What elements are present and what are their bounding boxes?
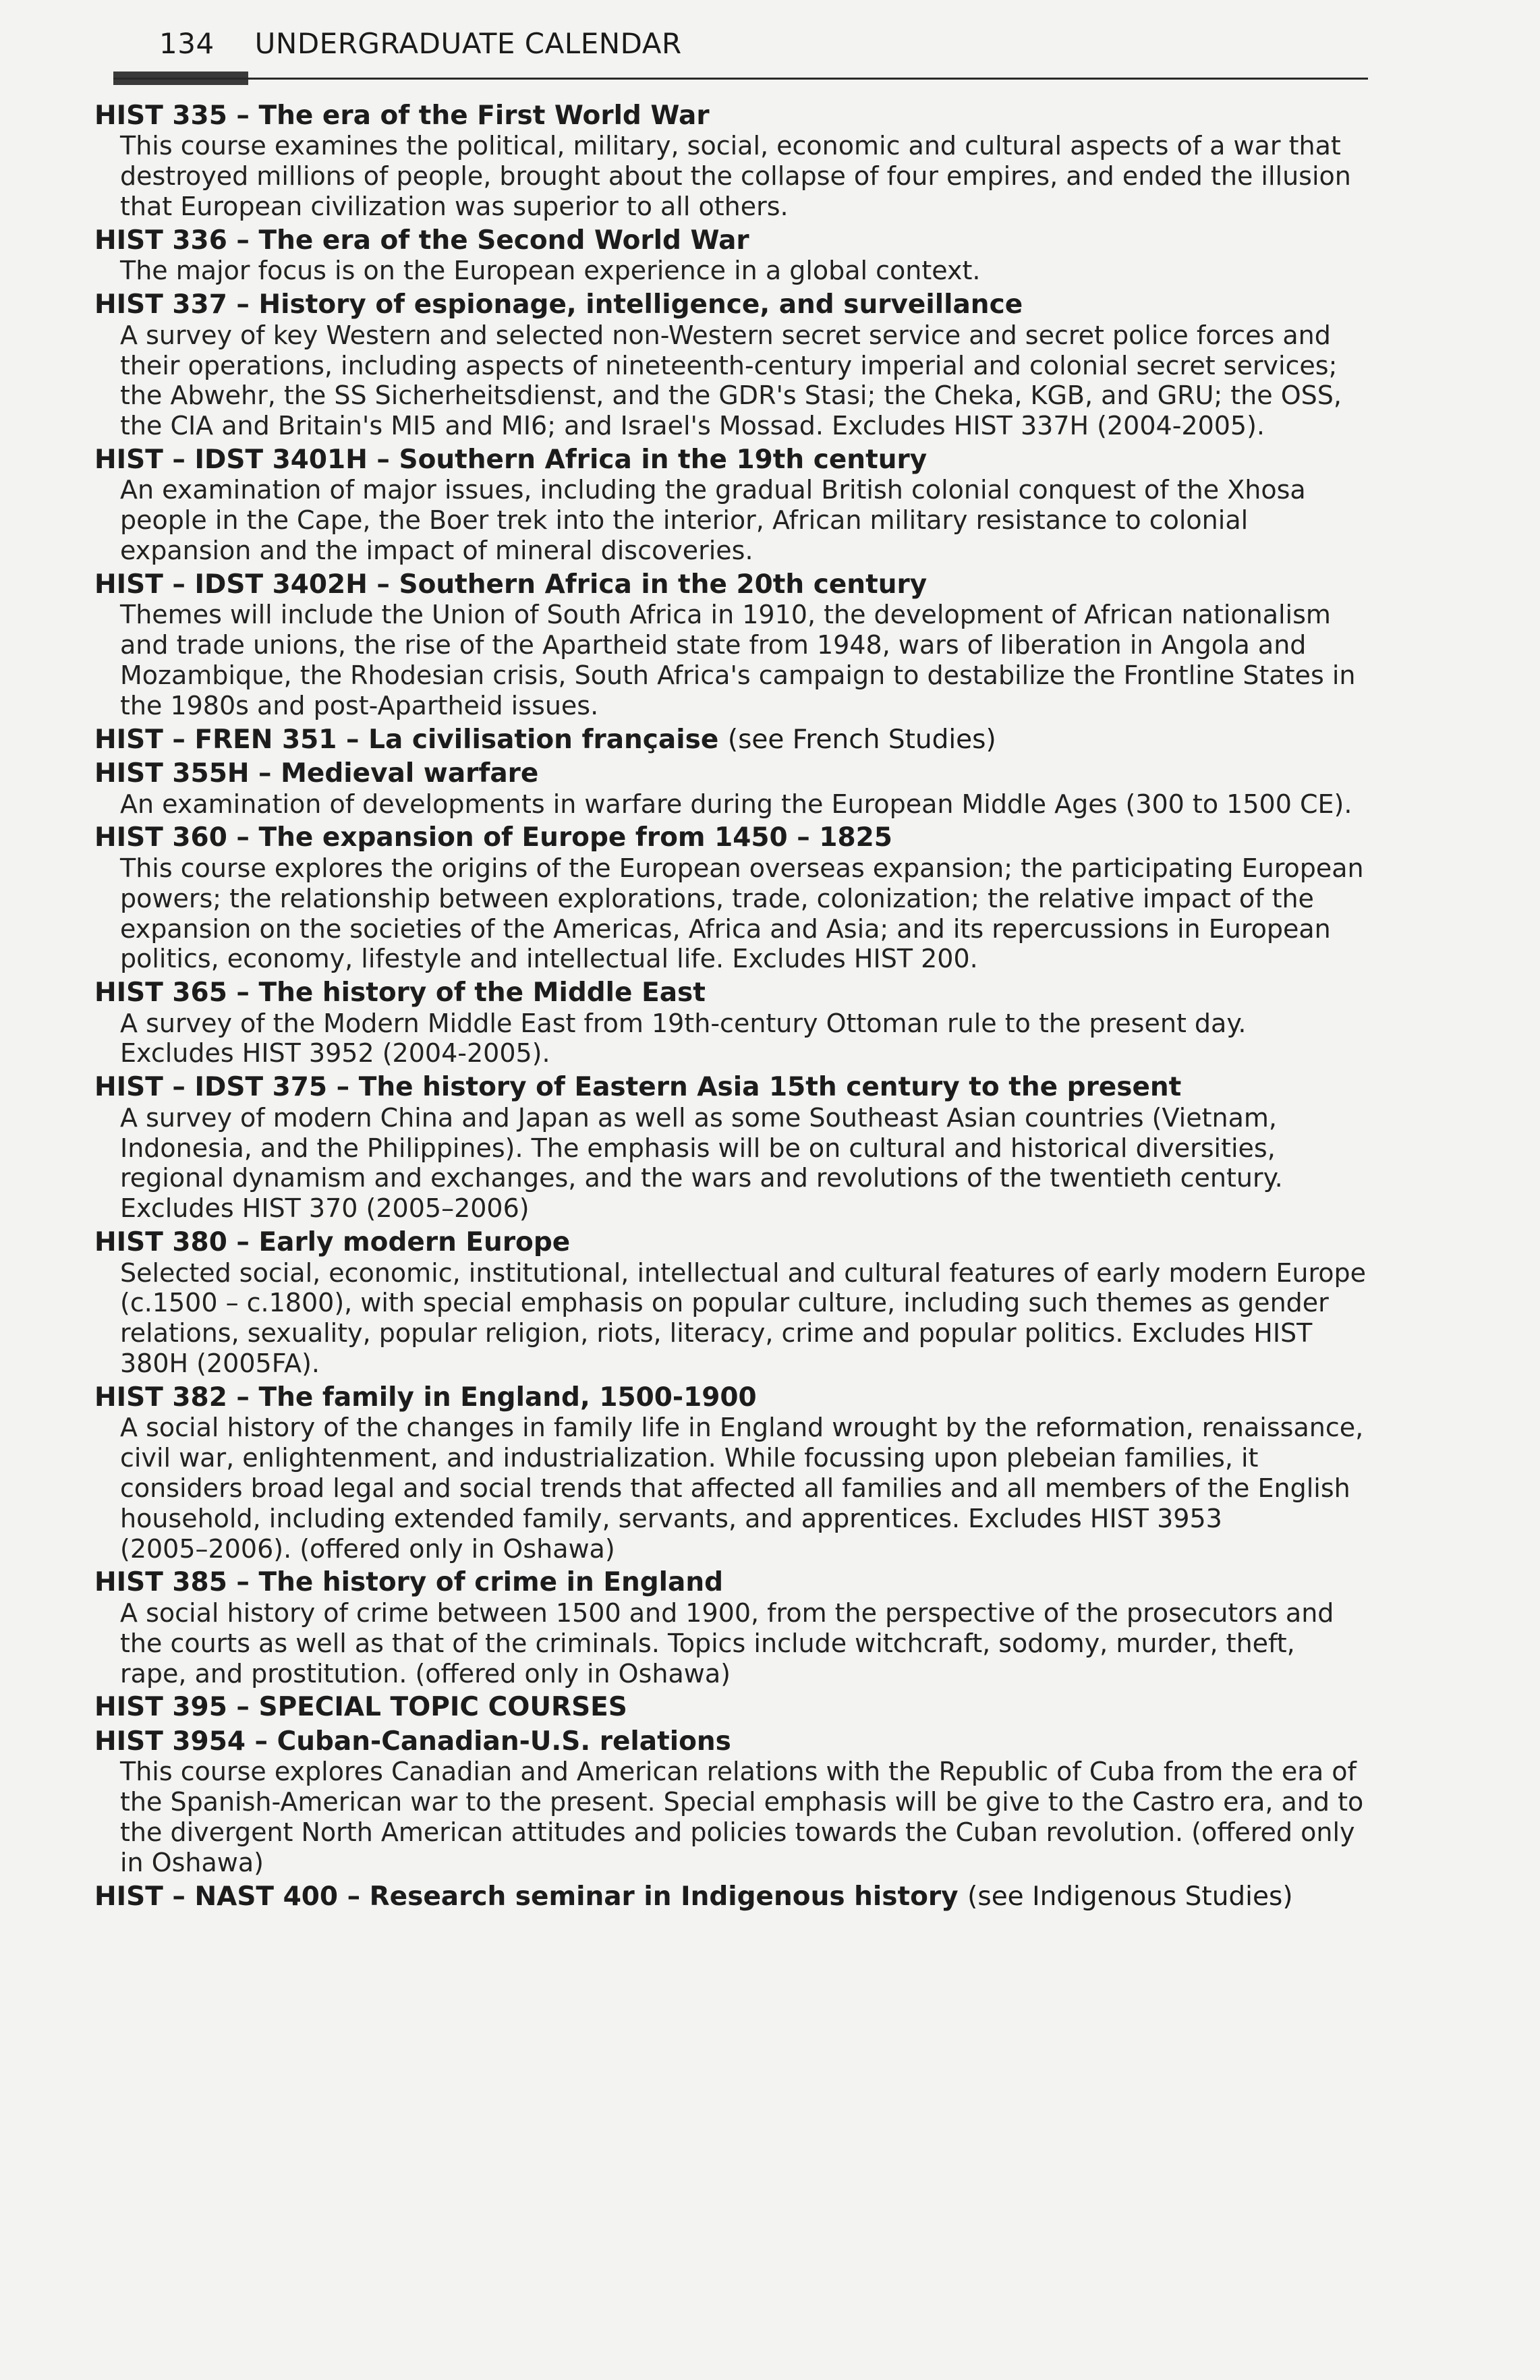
header-rule <box>113 78 1368 80</box>
course-title <box>94 1228 1363 1257</box>
course-description <box>94 789 1363 820</box>
description-line: the 1980s and post-Apartheid issues. <box>120 690 599 720</box>
description-line: their operations, including aspects of nineteenth-century imperial and colonial secret services; <box>120 350 1338 380</box>
course-title-text: HIST 380 – Early modern Europe <box>94 1227 571 1258</box>
running-title: UNDERGRADUATE CALENDAR <box>254 27 682 60</box>
course-description <box>94 256 1363 286</box>
course-title-text: HIST 355H – Medieval warfare <box>94 758 539 789</box>
description-line: The major focus is on the European experience in a global context. <box>120 256 981 286</box>
course-title <box>94 823 1363 853</box>
description-line: household, including extended family, servants, and apprentices. Excludes HIST 3953 <box>120 1503 1222 1533</box>
page-header <box>159 27 682 60</box>
course-title <box>94 1383 1363 1413</box>
course-title <box>94 759 1363 789</box>
course-description <box>94 1598 1363 1689</box>
course-description <box>94 1009 1363 1069</box>
description-line: Selected social, economic, institutional, intellectual and cultural features of early modern Europe <box>120 1257 1367 1288</box>
description-line: rape, and prostitution. (offered only in Oshawa) <box>120 1658 731 1689</box>
course-title <box>94 445 1363 475</box>
course-entry <box>94 101 1363 222</box>
description-line: regional dynamism and exchanges, and the wars and revolutions of the twentieth century. <box>120 1163 1283 1193</box>
course-title-text: HIST 336 – The era of the Second World War <box>94 225 749 256</box>
course-title-text: HIST 335 – The era of the First World War <box>94 101 710 131</box>
course-description <box>94 1257 1367 1379</box>
course-title-text: HIST 3954 – Cuban-Canadian-U.S. relations <box>94 1726 731 1757</box>
course-entry <box>94 725 1363 755</box>
course-entry <box>94 823 1363 974</box>
description-line: the Abwehr, the SS Sicherheitsdienst, and the GDR's Stasi; the Cheka, KGB, and GRU; the OSS, <box>120 380 1342 411</box>
course-title <box>94 725 1363 755</box>
course-title-text: HIST 385 – The history of crime in England <box>94 1567 724 1598</box>
course-title <box>94 1882 1363 1912</box>
description-line: Indonesia, and the Philippines). The emphasis will be on cultural and historical diversities, <box>120 1133 1276 1163</box>
description-line: Mozambique, the Rhodesian crisis, South Africa's campaign to destabilize the Frontline States in <box>120 660 1356 691</box>
course-title <box>94 226 1363 256</box>
description-line: expansion on the societies of the Americas, Africa and Asia; and its repercussions in European <box>120 913 1331 944</box>
description-line: destroyed millions of people, brought about the collapse of four empires, and ended the illusion <box>120 161 1351 192</box>
course-description <box>94 1103 1363 1224</box>
course-entry <box>94 759 1363 819</box>
description-line: and trade unions, the rise of the Apartheid state from 1948, wars of liberation in Angola and <box>120 630 1307 660</box>
course-entry <box>94 290 1363 441</box>
description-line: the divergent North American attitudes and policies towards the Cuban revolution. (offered only <box>120 1817 1355 1847</box>
course-description <box>94 1413 1363 1564</box>
description-line: the Spanish-American war to the present. Special emphasis will be give to the Castro era, and to <box>120 1787 1364 1817</box>
course-description <box>94 320 1363 441</box>
description-line: relations, sexuality, popular religion, riots, literacy, crime and popular politics. Excludes HIST <box>120 1318 1313 1349</box>
cross-reference: (see French Studies) <box>727 724 996 755</box>
description-line: A survey of key Western and selected non-Western secret service and secret police forces and <box>120 320 1331 350</box>
course-title <box>94 570 1363 600</box>
course-title <box>94 101 1363 131</box>
course-entry <box>94 1227 1367 1379</box>
course-title-text: HIST – IDST 3402H – Southern Africa in the 20th century <box>94 569 928 600</box>
course-description <box>94 131 1363 221</box>
course-entry <box>94 978 1363 1069</box>
description-line: (2005–2006). (offered only in Oshawa) <box>120 1533 615 1564</box>
course-entry <box>94 1727 1363 1878</box>
description-line: A survey of the Modern Middle East from 19th-century Ottoman rule to the present day. <box>120 1008 1247 1038</box>
description-line: considers broad legal and social trends that affected all families and all members of the English <box>120 1473 1350 1503</box>
course-description <box>94 600 1363 720</box>
course-title <box>94 1727 1363 1757</box>
course-list <box>94 101 1367 1916</box>
course-title-text: HIST 337 – History of espionage, intelligence, and surveillance <box>94 289 1023 320</box>
description-line: This course explores the origins of the European overseas expansion; the participating European <box>120 853 1364 883</box>
description-line: that European civilization was superior to all others. <box>120 192 789 222</box>
description-line: civil war, enlightenment, and industrialization. While focussing upon plebeian families, it <box>120 1443 1259 1473</box>
description-line: Excludes HIST 370 (2005–2006) <box>120 1193 530 1224</box>
description-line: Themes will include the Union of South Africa in 1910, the development of African nationalism <box>120 600 1331 630</box>
course-entry <box>94 226 1363 286</box>
course-title-text: HIST 360 – The expansion of Europe from 1450 – 1825 <box>94 822 892 853</box>
description-line: A social history of the changes in family life in England wrought by the reformation, renaissance, <box>120 1413 1364 1443</box>
description-line: This course explores Canadian and American relations with the Republic of Cuba from the era of <box>120 1757 1357 1787</box>
description-line: powers; the relationship between explorations, trade, colonization; the relative impact of the <box>120 883 1314 913</box>
description-line: politics, economy, lifestyle and intellectual life. Excludes HIST 200. <box>120 944 978 974</box>
course-title-text: HIST – NAST 400 – Research seminar in Indigenous history <box>94 1881 959 1912</box>
course-title-text: HIST – FREN 351 – La civilisation française <box>94 724 719 755</box>
course-entry <box>94 1073 1363 1224</box>
page-number: 134 <box>159 27 215 60</box>
course-title <box>94 1073 1363 1102</box>
course-description <box>94 475 1363 565</box>
description-line: This course examines the political, military, social, economic and cultural aspects of a war that <box>120 131 1341 161</box>
course-title <box>94 1693 1363 1722</box>
description-line: An examination of major issues, including the gradual British colonial conquest of the Xhosa <box>120 475 1306 505</box>
description-line: Excludes HIST 3952 (2004-2005). <box>120 1038 550 1069</box>
course-title <box>94 290 1363 320</box>
description-line: in Oshawa) <box>120 1847 264 1877</box>
course-entry <box>94 1693 1363 1722</box>
course-description <box>94 1757 1363 1877</box>
course-entry <box>94 1383 1363 1564</box>
description-line: people in the Cape, the Boer trek into the interior, African military resistance to colonial <box>120 505 1249 536</box>
course-entry <box>94 1568 1363 1689</box>
course-title-text: HIST – IDST 375 – The history of Eastern Asia 15th century to the present <box>94 1072 1182 1103</box>
course-title-text: HIST – IDST 3401H – Southern Africa in the 19th century <box>94 444 928 475</box>
cross-reference: (see Indigenous Studies) <box>967 1881 1293 1912</box>
description-line: the courts as well as that of the criminals. Topics include witchcraft, sodomy, murder, theft, <box>120 1628 1295 1658</box>
course-title <box>94 978 1363 1008</box>
course-entry <box>94 445 1363 566</box>
description-line: (c.1500 – c.1800), with special emphasis on popular culture, including such themes as gender <box>120 1288 1329 1318</box>
description-line: A social history of crime between 1500 and 1900, from the perspective of the prosecutors and <box>120 1597 1334 1628</box>
description-line: 380H (2005FA). <box>120 1349 320 1378</box>
course-title-text: HIST 382 – The family in England, 1500-1900 <box>94 1382 757 1413</box>
course-entry <box>94 1882 1363 1912</box>
description-line: An examination of developments in warfare during the European Middle Ages (300 to 1500 CE). <box>120 789 1352 819</box>
course-title-text: HIST 365 – The history of the Middle East <box>94 978 706 1009</box>
description-line: A survey of modern China and Japan as well as some Southeast Asian countries (Vietnam, <box>120 1102 1277 1133</box>
course-entry <box>94 570 1363 721</box>
description-line: the CIA and Britain's MI5 and MI6; and Israel's Mossad. Excludes HIST 337H (2004-2005). <box>120 411 1265 441</box>
course-description <box>94 853 1363 974</box>
description-line: expansion and the impact of mineral discoveries. <box>120 536 753 566</box>
course-title-text: HIST 395 – SPECIAL TOPIC COURSES <box>94 1692 627 1723</box>
course-title <box>94 1568 1363 1597</box>
